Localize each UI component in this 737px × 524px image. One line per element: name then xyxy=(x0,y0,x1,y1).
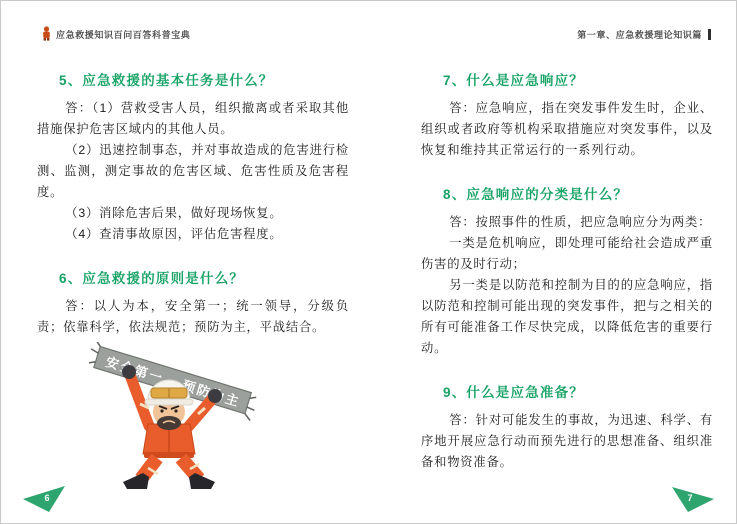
header-right xyxy=(577,28,711,41)
question-9-answer xyxy=(421,410,713,473)
firefighter-logo-icon xyxy=(41,26,52,41)
question-7-answer xyxy=(421,98,713,161)
paragraph: 答：以人为本，安全第一；统一领导，分级负责；依靠科学，依法规范；预防为主，平战结合。 xyxy=(37,299,349,334)
question-6-heading: 6、应急救援的原则是什么？ xyxy=(59,271,245,286)
question-5-answer xyxy=(37,98,349,245)
paragraph: 答：应急响应，指在突发事件发生时，企业、组织或者政府等机构采取措施应对突发事件，以及恢复和维持其正常运行的一系列行动。 xyxy=(421,101,713,157)
header-divider-bar xyxy=(708,29,711,40)
page-number-right xyxy=(670,483,716,513)
question-8-heading: 8、应急响应的分类是什么？ xyxy=(443,187,629,202)
left-page-column xyxy=(37,69,349,490)
section-q8 xyxy=(421,183,713,359)
paragraph: 答：针对可能发生的事故，为迅速、科学、有序地开展应急行动而预先进行的思想准备、组织准备和物资准备。 xyxy=(421,413,713,469)
glove xyxy=(122,365,136,379)
paragraph: 另一类是以防范和控制为目的的应急响应，指以防范和控制可能出现的突发事件，把与之相关的所有可能准备工作尽快完成，以降低危害的重要行动。 xyxy=(421,278,713,355)
paragraph: （4）查清事故原因，评估危害程度。 xyxy=(65,227,283,241)
paragraph: （3）消除危害后果，做好现场恢复。 xyxy=(65,206,283,220)
paragraph: 答：按照事件的性质，把应急响应分为两类： xyxy=(449,215,712,229)
question-7-heading: 7、什么是应急响应？ xyxy=(443,73,585,88)
section-q6 xyxy=(37,267,349,338)
page-number-left xyxy=(21,483,67,513)
paragraph: 一类是危机响应，即处理可能给社会造成严重伤害的及时行动； xyxy=(421,236,713,271)
firefighter-illustration xyxy=(85,342,263,490)
chapter-title: 第一章、应急救援理论知识篇 xyxy=(577,30,702,40)
question-6-answer xyxy=(37,296,349,338)
paragraph: 答：（1）营救受害人员，组织撤离或者采取其他措施保护危害区域内的其他人员。 xyxy=(37,101,349,136)
header-left xyxy=(41,26,190,41)
question-8-answer xyxy=(421,212,713,359)
question-9-heading: 9、什么是应急准备？ xyxy=(443,385,585,400)
question-5-heading: 5、应急救援的基本任务是什么？ xyxy=(59,73,274,88)
paragraph: （2）迅速控制事态，并对事故造成的危害进行检测、监测，测定事故的危害区域、危害性质及危害程度。 xyxy=(37,143,349,199)
section-q5 xyxy=(37,69,349,245)
section-q9 xyxy=(421,381,713,473)
right-page-column xyxy=(421,69,713,473)
page-number-right-value: 7 xyxy=(687,493,693,503)
page-number-left-value: 6 xyxy=(44,493,50,503)
section-q7 xyxy=(421,69,713,161)
book-title: 应急救援知识百问百答科普宝典 xyxy=(56,30,191,40)
glove xyxy=(208,389,222,403)
